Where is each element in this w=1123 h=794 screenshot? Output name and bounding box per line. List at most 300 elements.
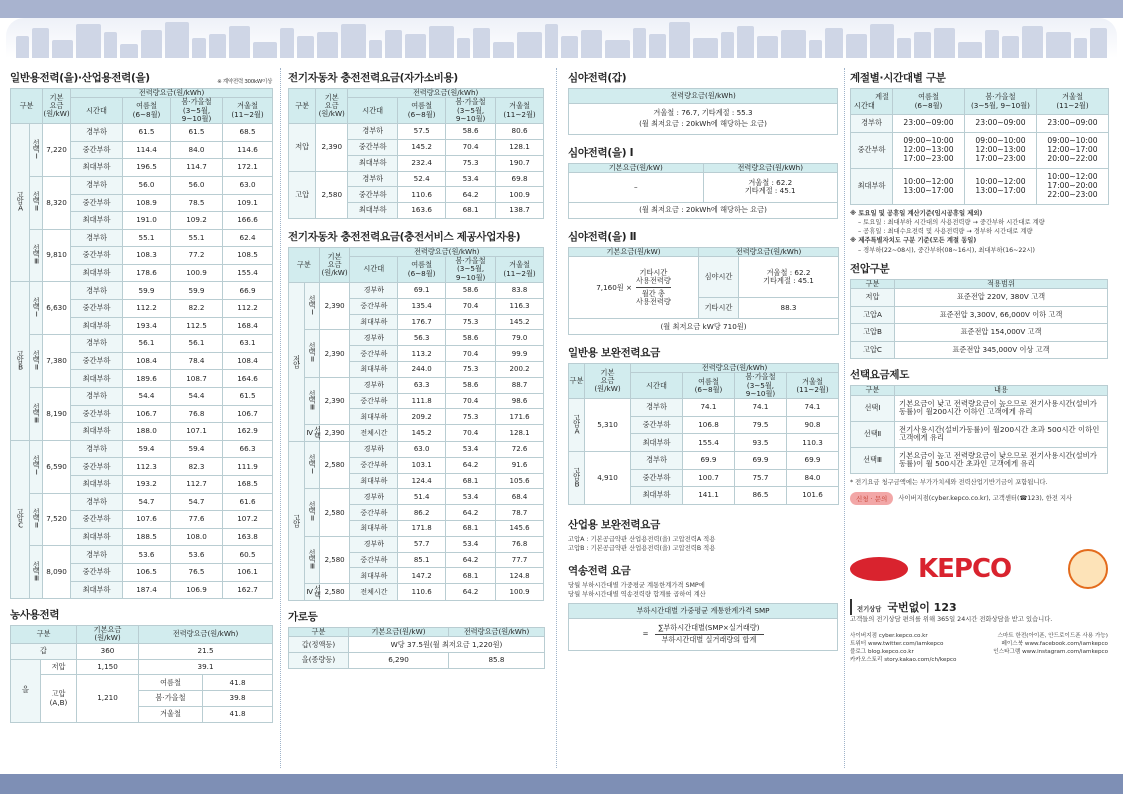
winter-rate: 68.4 — [496, 489, 544, 505]
kepco-logo: KEPCO — [918, 553, 1012, 584]
season-note-4: ※ 제주특별자치도 구분 기준(모든 계절 동일) — [850, 237, 977, 245]
bottom-band — [0, 774, 1123, 794]
time-band: 최대부하 — [71, 528, 123, 546]
building-icon — [32, 28, 49, 58]
table-row — [569, 399, 839, 417]
voltage-group-text: 고압A — [572, 413, 582, 435]
spring-rate: 64.2 — [446, 457, 496, 473]
winter-rate: 155.4 — [223, 264, 273, 282]
ind-backup-line2: 고압B : 기본공급약관 산업용전력(을) 고압전력B 적용 — [568, 544, 716, 552]
street-header: 기본요금(원/kW) — [349, 628, 449, 637]
building-icon — [914, 32, 931, 58]
table-row — [289, 283, 544, 299]
winter-rate: 200.2 — [496, 362, 544, 378]
street-eul-base: 6,290 — [349, 653, 449, 669]
winter-rate: 116.3 — [496, 298, 544, 314]
time-band: 중간부하 — [350, 346, 398, 362]
building-icon — [405, 34, 426, 58]
building-icon — [605, 40, 630, 58]
header-summer: 여름철 (6~8월) — [683, 373, 735, 399]
summer-rate: 188.0 — [123, 423, 171, 441]
building-icon — [545, 24, 558, 58]
building-icon — [473, 28, 490, 58]
building-icon — [721, 32, 734, 58]
time-band: 최대부하 — [348, 203, 398, 219]
agri-header-gubun: 구분 — [11, 626, 77, 644]
voltage-group — [569, 399, 585, 452]
time-band: 최대부하 — [348, 155, 398, 171]
select-option-text: 선택Ⅰ — [32, 297, 42, 318]
winter-rate: 77.7 — [496, 552, 544, 568]
header-gubun: 구분 — [11, 89, 43, 124]
building-icon — [493, 42, 514, 58]
night-eul1-header: 전력량요금(원/kWh) — [703, 163, 838, 172]
kepco-emblem-icon — [850, 557, 908, 581]
summer-rate: 193.4 — [123, 317, 171, 335]
time-band: 경부하 — [350, 442, 398, 458]
time-range: 10:00~12:00 13:00~17:00 — [965, 169, 1037, 205]
summer-rate: 69.1 — [398, 283, 446, 299]
summer-rate: 74.1 — [683, 399, 735, 417]
summer-rate: 163.6 — [398, 203, 446, 219]
select-option-text: 선택Ⅳ — [305, 425, 323, 439]
base-rate: 2,580 — [319, 584, 350, 601]
building-icon — [809, 40, 822, 58]
base-rate: 2,580 — [316, 171, 348, 218]
time-band: 중간부하 — [71, 458, 123, 476]
voltage-header: 적용범위 — [895, 279, 1108, 288]
agri-low-base: 1,150 — [77, 659, 139, 675]
brand-link[interactable]: 페이스북 www.facebook.com/iamkepco — [1001, 640, 1108, 647]
select-plan-table — [850, 385, 1108, 473]
time-band-name: 중간부하 — [851, 133, 893, 169]
summer-rate: 232.4 — [398, 155, 446, 171]
base-rate: 2,390 — [316, 124, 348, 171]
winter-rate: 124.8 — [496, 568, 544, 584]
street-eul-rate: 85.8 — [449, 653, 545, 669]
agri-high-season: 봄·가을철 — [139, 691, 203, 707]
table-row — [11, 229, 273, 247]
voltage-header: 구분 — [851, 279, 895, 288]
night-eul2-rate2: 88.3 — [739, 297, 839, 318]
header-gubun: 구분 — [569, 364, 585, 399]
select-option — [30, 388, 43, 441]
building-icon — [958, 42, 983, 58]
select-option — [30, 440, 43, 493]
season-header-winter: 겨울철 (11~2월) — [1037, 89, 1109, 115]
table-row — [851, 447, 1108, 473]
agri-high-name: 고압 (A,B) — [41, 675, 77, 722]
select-option-text: 선택Ⅱ — [32, 508, 42, 529]
spring-rate: 109.2 — [171, 212, 223, 230]
summer-rate: 193.2 — [123, 476, 171, 494]
time-band: 경부하 — [71, 335, 123, 353]
time-band: 경부하 — [350, 330, 398, 346]
header-spring: 봄·가을철 (3~5월, 9~10월) — [735, 373, 787, 399]
building-icon — [1090, 28, 1107, 58]
table-row — [851, 288, 1108, 306]
winter-rate: 84.0 — [787, 469, 839, 487]
building-icon — [52, 40, 73, 58]
winter-rate: 145.2 — [496, 314, 544, 330]
winter-rate: 107.2 — [223, 511, 273, 529]
summer-rate: 63.0 — [398, 442, 446, 458]
base-rate: 6,590 — [43, 440, 71, 493]
time-band: 중간부하 — [631, 416, 683, 434]
header-time: 시간대 — [350, 257, 398, 283]
base-rate: 7,380 — [43, 335, 71, 388]
table-row — [11, 388, 273, 406]
select-description: 기본요금이 높고 전력량요금이 낮으므로 전기사용시간(설비가동률)이 월 500시간 초과인 고객에게 유리 — [895, 447, 1108, 473]
spring-rate: 82.3 — [171, 458, 223, 476]
link-row — [850, 632, 1108, 640]
section-title-night-eul2: 심야전력(을) Ⅱ — [568, 230, 637, 243]
header-winter: 겨울철 (11~2월) — [496, 257, 544, 283]
time-band: 최대부하 — [71, 264, 123, 282]
table-row — [11, 282, 273, 300]
ev-self-rate-table — [288, 88, 544, 219]
summer-rate: 56.1 — [123, 335, 171, 353]
column-divider — [556, 68, 557, 768]
voltage-class: 고압C — [851, 341, 895, 359]
base-rate: 2,390 — [319, 283, 350, 330]
time-band: 경부하 — [348, 124, 398, 140]
time-band: 최대부하 — [71, 581, 123, 599]
column-divider — [280, 68, 281, 768]
winter-rate: 63.1 — [223, 335, 273, 353]
agri-low-rate: 39.1 — [139, 659, 273, 675]
header-summer: 여름철 (6~8월) — [398, 98, 446, 124]
time-band: 경부하 — [348, 171, 398, 187]
voltage-group-text: 저압 — [292, 354, 302, 368]
building-icon — [649, 34, 666, 58]
select-option — [30, 335, 43, 388]
winter-rate: 61.5 — [223, 388, 273, 406]
select-option — [304, 584, 323, 601]
spring-rate: 112.7 — [171, 476, 223, 494]
select-option-text: 선택Ⅲ — [32, 560, 42, 582]
winter-rate: 109.1 — [223, 194, 273, 212]
voltage-class: 저압 — [851, 288, 895, 306]
select-option-text: 선택Ⅳ — [305, 584, 323, 598]
summer-rate: 57.5 — [398, 124, 446, 140]
spring-rate: 55.1 — [171, 229, 223, 247]
base-rate: 4,910 — [585, 452, 631, 505]
time-band: 최대부하 — [631, 487, 683, 505]
season-note-1: ※ 토요일 및 공휴일 계산기준(임시공휴일 제외) — [850, 210, 983, 217]
brand-link[interactable]: 스마트 한전(아이폰, 안드로이드폰 사용 가능) — [997, 632, 1108, 639]
select-option — [30, 176, 43, 229]
building-icon — [693, 38, 718, 58]
night-gap-line2: (월 최저요금 : 20kWh에 해당하는 요금) — [639, 118, 767, 128]
table-row — [289, 124, 544, 140]
building-icon — [16, 36, 29, 58]
base-rate: 2,580 — [319, 442, 350, 489]
section-title-night-gap: 심야전력(갑) — [568, 72, 627, 84]
header-gubun: 구분 — [289, 247, 320, 282]
brand-link[interactable]: 트위터 www.twitter.com/iamkepco — [850, 640, 944, 647]
select-option — [304, 489, 319, 536]
summer-rate: 106.5 — [123, 563, 171, 581]
base-rate: 2,390 — [319, 377, 350, 424]
street-gap-rate: W당 37.5원(월 최저요금 1,220원) — [349, 637, 545, 653]
spring-rate: 54.4 — [171, 388, 223, 406]
select-option — [30, 546, 43, 599]
voltage-range: 표준전압 345,000V 이상 고객 — [895, 341, 1108, 359]
spring-rate: 53.4 — [446, 171, 496, 187]
night-gap-header: 전력량요금(원/kWh) — [568, 88, 838, 104]
time-range: 10:00~12:00 17:00~20:00 22:00~23:00 — [1037, 169, 1109, 205]
spring-rate: 68.1 — [446, 473, 496, 489]
building-icon — [457, 38, 470, 58]
column-divider — [844, 68, 845, 768]
time-range: 09:00~10:00 12:00~17:00 20:00~22:00 — [1037, 133, 1109, 169]
column-3 — [568, 64, 838, 651]
table-row — [851, 115, 1109, 133]
table-row — [11, 440, 273, 458]
spring-rate: 75.3 — [446, 314, 496, 330]
winter-rate: 162.7 — [223, 581, 273, 599]
building-icon — [165, 22, 190, 58]
building-icon — [1002, 36, 1019, 58]
street-eul-name: 을(종량등) — [289, 653, 349, 669]
header-rate: 전력량요금(원/kWh) — [71, 89, 273, 98]
select-option: 선택Ⅱ — [851, 421, 895, 447]
section-title-voltage: 전압구분 — [850, 262, 890, 275]
summer-rate: 108.9 — [123, 194, 171, 212]
brand-link[interactable]: 카카오스토리 story.kakao.com/ch/kepco — [850, 657, 957, 664]
spring-rate: 76.5 — [171, 563, 223, 581]
building-icon — [229, 26, 250, 58]
summer-rate: 171.8 — [398, 521, 446, 537]
time-band: 경부하 — [71, 124, 123, 142]
night-eul2-table — [568, 247, 839, 335]
time-band-name: 경부하 — [851, 115, 893, 133]
reverse-numerator: ∑부하시간대별(SMP×실거래량) — [655, 623, 764, 635]
voltage-range: 표준전압 220V, 380V 고객 — [895, 288, 1108, 306]
brand-link[interactable]: 블로그 blog.kepco.co.kr — [850, 649, 914, 656]
winter-rate: 60.5 — [223, 546, 273, 564]
winter-rate: 74.1 — [787, 399, 839, 417]
reverse-line2: 당월 부하시간대별 역송전력량 합계를 곱하여 계산 — [568, 591, 706, 599]
header-spring: 봄·가을철 (3~5월, 9~10월) — [171, 98, 223, 124]
winter-rate: 168.4 — [223, 317, 273, 335]
building-icon — [317, 32, 338, 58]
spring-rate: 77.2 — [171, 247, 223, 265]
agri-eul-name: 을 — [11, 659, 41, 722]
winter-rate: 72.6 — [496, 442, 544, 458]
street-gap-name: 갑(정액등) — [289, 637, 349, 653]
voltage-table — [850, 279, 1108, 360]
spring-rate: 75.3 — [446, 155, 496, 171]
voltage-group-text: 고압C — [16, 508, 26, 529]
winter-rate: 90.8 — [787, 416, 839, 434]
winter-rate: 105.6 — [496, 473, 544, 489]
table-row — [851, 306, 1108, 324]
voltage-class: 고압A — [851, 306, 895, 324]
brand-link[interactable]: 사이버지점 cyber.kepco.co.kr — [850, 632, 928, 639]
table-row — [11, 124, 273, 142]
time-band: 경부하 — [350, 377, 398, 393]
select-option-text: 선택Ⅲ — [307, 548, 317, 570]
time-band: 최대부하 — [71, 476, 123, 494]
building-icon — [1022, 26, 1043, 58]
winter-rate: 171.6 — [496, 409, 544, 425]
table-row — [851, 341, 1108, 359]
select-option — [304, 330, 319, 377]
time-band: 최대부하 — [71, 212, 123, 230]
header-spring: 봄·가을철 (3~5월, 9~10월) — [446, 257, 496, 283]
voltage-group — [289, 283, 305, 442]
winter-rate: 62.4 — [223, 229, 273, 247]
building-icon — [120, 44, 137, 58]
agri-high-rate: 39.8 — [203, 691, 273, 707]
table-row — [289, 171, 544, 187]
summer-rate: 145.2 — [398, 425, 446, 442]
winter-rate: 98.6 — [496, 393, 544, 409]
time-band-name: 최대부하 — [851, 169, 893, 205]
night-eul1-other: 기타계절 : 45.1 — [744, 186, 796, 196]
summer-rate: 59.9 — [123, 282, 171, 300]
season-corner — [851, 89, 893, 115]
summer-rate: 114.4 — [123, 141, 171, 159]
table-row — [11, 335, 273, 353]
building-icon — [737, 26, 754, 58]
select-description: 기본요금이 낮고 전력량요금이 높으므로 전기사용시간(설비가동률)이 월200시간 이하인 고객에게 유리 — [895, 395, 1108, 421]
column-1 — [10, 64, 272, 723]
spring-rate: 58.6 — [446, 124, 496, 140]
spring-rate: 107.1 — [171, 423, 223, 441]
time-band: 최대부하 — [350, 409, 398, 425]
spring-rate: 70.4 — [446, 139, 496, 155]
spring-rate: 100.9 — [171, 264, 223, 282]
spring-rate: 79.5 — [735, 416, 787, 434]
base-rate: 2,580 — [319, 536, 350, 583]
summer-rate: 196.5 — [123, 159, 171, 177]
base-rate: 2,580 — [319, 489, 350, 536]
base-rate: 2,390 — [319, 425, 350, 442]
voltage-class: 고압B — [851, 324, 895, 342]
time-band: 중간부하 — [348, 187, 398, 203]
summer-rate: 103.1 — [398, 457, 446, 473]
select-header: 내용 — [895, 386, 1108, 395]
night-eul2-foot: (월 최저요금 kW당 710원) — [569, 319, 839, 335]
brand-link[interactable]: 인스타그램 www.instagram.com/iamkepco — [993, 649, 1108, 656]
spring-rate: 75.3 — [446, 409, 496, 425]
hotline-number: 국번없이 123 — [887, 600, 957, 614]
select-option: 선택Ⅲ — [851, 447, 895, 473]
spring-rate: 53.6 — [171, 546, 223, 564]
winter-rate: 145.6 — [496, 521, 544, 537]
building-icon — [517, 32, 542, 58]
header-rate: 전력량요금(원/kWh) — [631, 364, 839, 373]
winter-rate: 91.6 — [496, 457, 544, 473]
time-band: 경부하 — [71, 440, 123, 458]
winter-rate: 168.5 — [223, 476, 273, 494]
winter-rate: 63.0 — [223, 176, 273, 194]
spring-rate: 68.1 — [446, 203, 496, 219]
summer-rate: 57.7 — [398, 536, 446, 552]
voltage-group — [11, 440, 30, 598]
corner-time: 시간대 — [854, 100, 875, 110]
summer-rate: 51.4 — [398, 489, 446, 505]
spring-rate: 84.0 — [171, 141, 223, 159]
time-band: 경부하 — [631, 452, 683, 470]
table-row — [851, 395, 1108, 421]
link-row — [850, 656, 1108, 664]
winter-rate: 88.7 — [496, 377, 544, 393]
time-band: 중간부하 — [71, 141, 123, 159]
voltage-group — [569, 452, 585, 505]
summer-rate: 108.4 — [123, 352, 171, 370]
section-title-ind-backup: 산업용 보완전력요금 — [568, 518, 660, 531]
time-band: 중간부하 — [350, 552, 398, 568]
voltage-group — [11, 124, 30, 282]
summer-rate: 110.6 — [398, 584, 446, 601]
night-eul1-table — [568, 163, 838, 219]
time-range: 23:00~09:00 — [893, 115, 965, 133]
night-eul2-time2: 기타시간 — [699, 297, 739, 318]
summer-rate: 56.0 — [123, 176, 171, 194]
agri-header-rate: 전력량요금(원/kWh) — [139, 626, 273, 644]
header-spring: 봄·가을철 (3~5월, 9~10월) — [446, 98, 496, 124]
header-base: 기본 요금 (원/kW) — [585, 364, 631, 399]
winter-rate: 108.4 — [223, 352, 273, 370]
spring-rate: 58.6 — [446, 377, 496, 393]
spring-rate: 82.2 — [171, 300, 223, 318]
voltage-group-text: 고압B — [572, 466, 582, 488]
season-header-summer: 여름철 (6~8월) — [893, 89, 965, 115]
summer-rate: 113.2 — [398, 346, 446, 362]
building-icon — [429, 26, 454, 58]
season-note-2: – 토요일 : 최대부하 시간대의 사용전력량 → 중간부하 시간대로 계량 — [858, 219, 1045, 227]
winter-rate: 99.9 — [496, 346, 544, 362]
night-eul1-winter: 겨울철 : 62.2 — [748, 178, 793, 188]
select-option — [30, 124, 43, 177]
spring-rate: 53.4 — [446, 442, 496, 458]
winter-rate: 128.1 — [496, 139, 544, 155]
reverse-line1: 당월 부하시간대별 가중평균 계통한계가격 SMP에 — [568, 582, 705, 590]
summer-rate: 124.4 — [398, 473, 446, 489]
voltage-group — [11, 282, 30, 440]
contract-note: ※ 계약전력 300kW이상 — [217, 79, 272, 85]
time-band: 중간부하 — [71, 247, 123, 265]
select-option-text: 선택Ⅲ — [307, 389, 317, 411]
header-rate: 전력량요금(원/kWh) — [350, 247, 544, 256]
summer-rate: 54.7 — [123, 493, 171, 511]
select-option — [304, 536, 319, 583]
spring-rate: 64.2 — [446, 584, 496, 601]
time-band: 중간부하 — [350, 505, 398, 521]
time-band: 경부하 — [71, 493, 123, 511]
voltage-group: 저압 — [289, 124, 316, 171]
time-band: 중간부하 — [631, 469, 683, 487]
winter-rate: 166.6 — [223, 212, 273, 230]
hotline-label: 전기상담 — [857, 605, 882, 613]
spring-rate: 68.1 — [446, 568, 496, 584]
time-band: 최대부하 — [350, 473, 398, 489]
winter-rate: 106.7 — [223, 405, 273, 423]
spring-rate: 64.2 — [446, 187, 496, 203]
header-base: 기본 요금 (원/kW) — [43, 89, 71, 124]
section-title-streetlight: 가로등 — [288, 611, 318, 624]
summer-rate: 108.3 — [123, 247, 171, 265]
kepco-brand — [850, 549, 1108, 589]
backup-rate-table — [568, 363, 839, 505]
time-range: 10:00~12:00 13:00~17:00 — [893, 169, 965, 205]
header-time: 시간대 — [348, 98, 398, 124]
winter-rate: 83.8 — [496, 283, 544, 299]
